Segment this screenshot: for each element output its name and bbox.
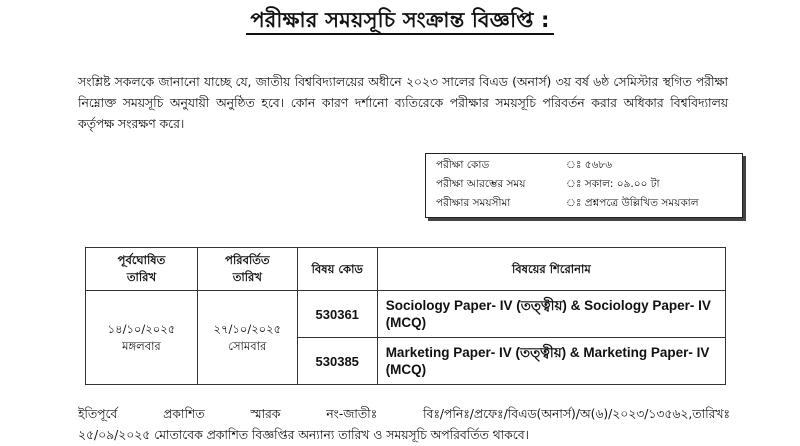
header-subject-title: বিষয়ের শিরোনাম (377, 248, 725, 291)
exam-info-box (425, 153, 743, 218)
subject-title: Marketing Paper- IV (তত্ত্বীয়) & Marketing Paper- IV (MCQ) (377, 338, 725, 385)
new-date-cell (197, 291, 297, 385)
exam-duration-label: পরীক্ষার সময়সীমা (436, 197, 511, 209)
notice-title-text: পরীক্ষার সময়সূচি সংক্রান্ত বিজ্ঞপ্তি : (246, 8, 553, 35)
footer-line-1: ইতিপূর্বে প্রকাশিত স্মারক নং-জাতীঃ বিঃ/পনিঃ/প্রফেঃ/বিএড(অনার্স)/অ(৬)/২০২৩/১৩৫৬২,তারিখঃ (78, 407, 730, 421)
intro-paragraph: সংশ্লিষ্ট সকলকে জানানো যাচ্ছে যে, জাতীয় বিশ্ববিদ্যালয়ের অধীনে ২০২৩ সালের বিএড (অনার্স) ৩য় বর্ষ ৬ষ্ঠ সেমিস্টার স্থগিত পরীক্ষা নিম্নোক্ত সময়সূচি অনুযায়ী অনুষ্ঠিত হবে। কোন কারণ দর্শানো ব্যতিরেকে পরীক্ষার সময়সূচি পরিবর্তন করার অধিকার বিশ্ববিদ্যালয় কর্তৃপক্ষ সংরক্ষণ করে। (78, 75, 728, 131)
header-new-date-line1: পরিবর্তিত (225, 253, 270, 267)
header-subject-code: বিষয় কোড (297, 248, 377, 291)
notice-title (0, 4, 800, 39)
subject-code: 530361 (297, 291, 377, 338)
header-prev-date-line1: পূর্বঘোষিত (117, 253, 166, 267)
header-prev-date (86, 248, 198, 291)
schedule-table (85, 247, 726, 385)
table-row (86, 291, 726, 338)
header-prev-date-line2: তারিখ (126, 270, 156, 284)
new-day: সোমবার (228, 338, 267, 353)
exam-start-row (426, 176, 742, 195)
subject-title: Sociology Paper- IV (তত্ত্বীয়) & Sociology Paper- IV (MCQ) (377, 291, 725, 338)
exam-duration-value: ঃ প্রশ্নপত্রে উল্লিখিত সময়কাল (566, 197, 699, 209)
footer-line-2: ২৫/০৯/২০২৫ মোতাবেক প্রকাশিত বিজ্ঞপ্তির অন্যান্য তারিখ ও সময়সূচি অপরিবর্তিত থাকবে। (78, 428, 529, 442)
exam-duration-row (426, 195, 742, 214)
exam-code-label: পরীক্ষা কোড (436, 159, 490, 171)
footer-paragraph (78, 404, 730, 446)
prev-date-cell (86, 291, 198, 385)
exam-code-row (426, 157, 742, 176)
exam-code-value: ঃ ৫৬৮৬ (566, 159, 613, 171)
schedule-header-row (86, 248, 726, 291)
header-new-date-line2: তারিখ (232, 270, 262, 284)
exam-start-value: ঃ সকাল: ০৯.০০ টা (566, 178, 660, 190)
prev-day: মঙ্গলবার (122, 338, 161, 353)
header-new-date (197, 248, 297, 291)
prev-date: ১৪/১০/২০২৫ (107, 321, 176, 336)
exam-start-label: পরীক্ষা আরম্ভের সময় (436, 178, 526, 190)
new-date: ২৭/১০/২০২৫ (213, 321, 282, 336)
subject-code: 530385 (297, 338, 377, 385)
